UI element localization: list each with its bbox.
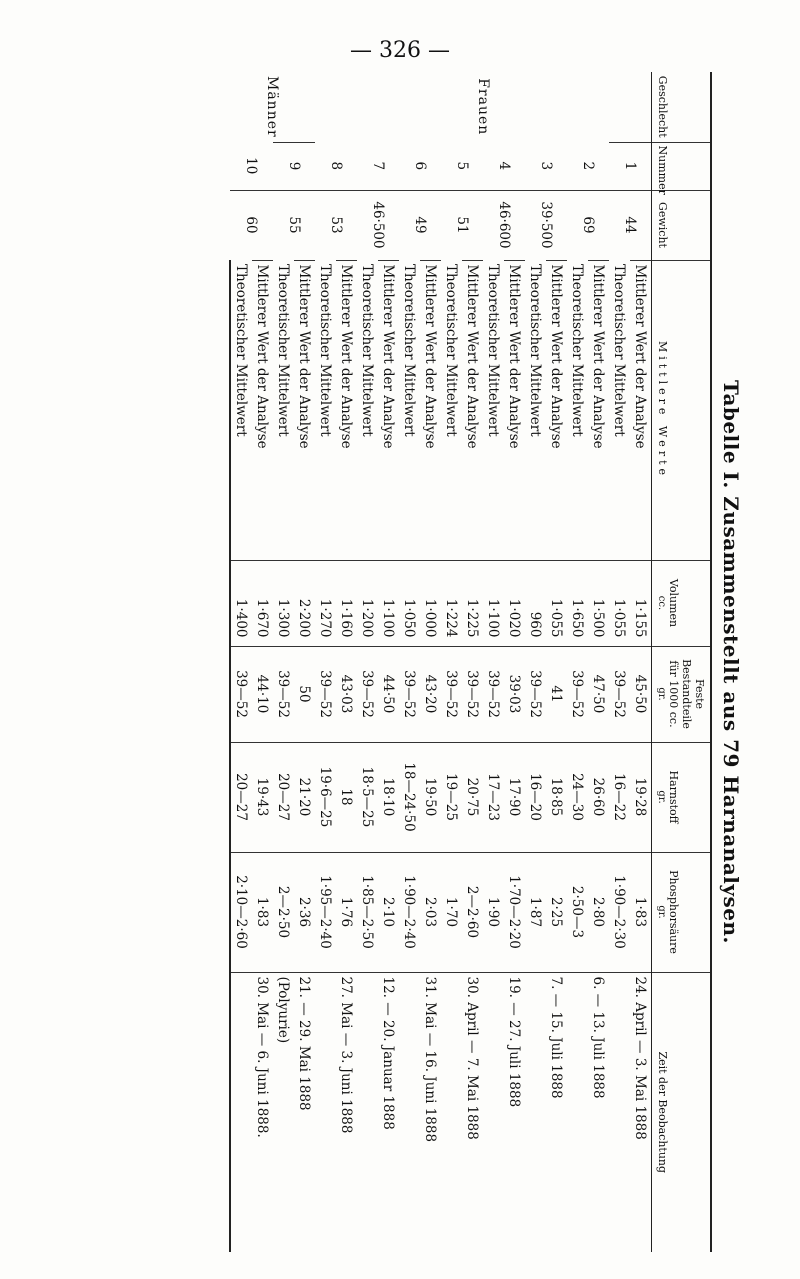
cell-feste: 44·10: [252, 646, 273, 742]
cell-zeit: 31. Mai — 16. Juni 1888: [420, 972, 441, 1252]
cell-volumen: 1·400: [230, 560, 252, 646]
table-row: [420, 72, 441, 1252]
cell-label: Theoretischer Mittelwert: [569, 264, 586, 437]
cell-feste: 39—52: [567, 646, 588, 742]
cell-zeit: 21. — 29. Mai 1888: [294, 972, 315, 1252]
cell-label: Mittlerer Wert der Analyse: [378, 260, 399, 560]
cell-volumen: 1·000: [420, 560, 441, 646]
cell-feste: 44·50: [378, 646, 399, 742]
cell-feste: 43·20: [420, 646, 441, 742]
col-zeit: Zeit der Beobachtung: [652, 972, 712, 1252]
cell-zeit-note: (Polyurie): [273, 972, 294, 1252]
cell-harnstoff: 17—23: [483, 742, 504, 852]
cell-feste: 39—52: [483, 646, 504, 742]
cell-harnstoff: 18·5—25: [357, 742, 378, 852]
cell-nummer: 8: [328, 161, 344, 171]
cell-label: Mittlerer Wert der Analyse: [546, 260, 567, 560]
cell-volumen: 960: [525, 560, 546, 646]
cell-phosphor: 2·10: [378, 852, 399, 972]
cell-volumen: 1·670: [252, 560, 273, 646]
col-feste-unit: gr.: [656, 687, 667, 701]
cell-feste: 50: [294, 646, 315, 742]
cell-zeit: 30. Mai — 6. Juni 1888.: [252, 972, 273, 1252]
cell-harnstoff: 18·85: [546, 742, 567, 852]
cell-gewicht: 49: [399, 190, 441, 260]
cell-label: Mittlerer Wert der Analyse: [294, 260, 315, 560]
table-row: [252, 72, 273, 1252]
group-maenner: Männer: [264, 76, 281, 138]
cell-phosphor: 2—2·60: [462, 852, 483, 972]
cell-volumen: 1·160: [336, 560, 357, 646]
cell-feste: 39—52: [315, 646, 336, 742]
cell-harnstoff: 19—25: [441, 742, 462, 852]
col-mittlere-werte: Mittlere Werte: [652, 260, 712, 560]
cell-gewicht: 51: [441, 190, 483, 260]
cell-phosphor: 2—2·50: [273, 852, 294, 972]
table-row: [504, 72, 525, 1252]
cell-phosphor: 1·85—2·50: [357, 852, 378, 972]
cell-harnstoff: 19·28: [630, 742, 652, 852]
cell-gewicht: 39·500: [525, 190, 567, 260]
cell-gewicht: 44: [609, 190, 652, 260]
cell-zeit: 24. April — 3. Mai 1888: [630, 972, 652, 1252]
cell-phosphor: 1·95—2·40: [315, 852, 336, 972]
cell-feste: 39—52: [462, 646, 483, 742]
cell-gewicht: 53: [315, 190, 357, 260]
cell-label: Theoretischer Mittelwert: [401, 264, 418, 437]
col-feste-label: Feste Bestandteile für 1000 cc.: [667, 659, 706, 729]
table-row: [294, 72, 315, 1252]
cell-zeit: 7. — 15. Juli 1888: [546, 972, 567, 1252]
col-harnstoff: [652, 742, 712, 852]
cell-feste: 39—52: [357, 646, 378, 742]
table-title: Tabelle I. Zusammenstellt aus 79 Harnanalysen.: [719, 380, 743, 944]
cell-harnstoff: 16—20: [525, 742, 546, 852]
cell-phosphor: 2·36: [294, 852, 315, 972]
cell-feste: 39—52: [273, 646, 294, 742]
col-geschlecht: Geschlecht: [652, 72, 712, 142]
cell-phosphor: 1·70—2·20: [504, 852, 525, 972]
cell-feste: 43·03: [336, 646, 357, 742]
col-harnstoff-label: Harnstoff: [667, 770, 680, 824]
table-body: [230, 72, 652, 1252]
cell-harnstoff: 26·60: [588, 742, 609, 852]
col-feste: [652, 646, 712, 742]
cell-label: Mittlerer Wert der Analyse: [252, 260, 273, 560]
cell-zeit-note: [441, 972, 462, 1252]
cell-phosphor: 1·87: [525, 852, 546, 972]
cell-gewicht: 46·600: [483, 190, 525, 260]
cell-harnstoff: 19·43: [252, 742, 273, 852]
cell-zeit: 27. Mai — 3. Juni 1888: [336, 972, 357, 1252]
table-row: [546, 72, 567, 1252]
cell-label: Theoretischer Mittelwert: [443, 264, 460, 437]
cell-harnstoff: 19·6—25: [315, 742, 336, 852]
cell-zeit-note: [525, 972, 546, 1252]
cell-phosphor: 1·70: [441, 852, 462, 972]
cell-phosphor: 2·80: [588, 852, 609, 972]
cell-volumen: 1·155: [630, 560, 652, 646]
cell-label: Mittlerer Wert der Analyse: [420, 260, 441, 560]
cell-phosphor: 1·76: [336, 852, 357, 972]
cell-phosphor: 2·25: [546, 852, 567, 972]
table-row: [336, 72, 357, 1252]
col-harnstoff-unit: gr.: [656, 790, 667, 804]
table-row: [588, 72, 609, 1252]
cell-phosphor: 1·90: [483, 852, 504, 972]
col-phosphor: [652, 852, 712, 972]
cell-volumen: 1·224: [441, 560, 462, 646]
cell-volumen: 1·225: [462, 560, 483, 646]
col-phosphor-label: Phosphorsäure: [667, 870, 680, 954]
cell-zeit-note: [399, 972, 420, 1252]
cell-volumen: 1·020: [504, 560, 525, 646]
cell-phosphor: 1·90—2·40: [399, 852, 420, 972]
cell-zeit-note: [357, 972, 378, 1252]
cell-zeit-note: [483, 972, 504, 1252]
cell-zeit: 12. — 20. Januar 1888: [378, 972, 399, 1252]
cell-label: Theoretischer Mittelwert: [485, 264, 502, 437]
cell-nummer: 4: [496, 161, 512, 171]
cell-nummer: 3: [538, 161, 554, 171]
cell-label: Mittlerer Wert der Analyse: [504, 260, 525, 560]
cell-nummer: 2: [580, 161, 596, 171]
cell-harnstoff: 21·20: [294, 742, 315, 852]
table-row: [462, 72, 483, 1252]
cell-zeit: 6. — 13. Juli 1888: [588, 972, 609, 1252]
cell-harnstoff: 20—27: [273, 742, 294, 852]
cell-feste: 39—52: [609, 646, 630, 742]
cell-volumen: 1·100: [483, 560, 504, 646]
col-gewicht: Gewicht: [652, 190, 712, 260]
cell-label: Theoretischer Mittelwert: [230, 260, 252, 560]
cell-label: Theoretischer Mittelwert: [527, 264, 544, 437]
cell-zeit-note: [230, 972, 252, 1252]
col-volumen-label: Volumen: [667, 578, 680, 628]
col-volumen-unit: cc.: [656, 595, 667, 611]
cell-volumen: 1·300: [273, 560, 294, 646]
cell-harnstoff: 18·10: [378, 742, 399, 852]
cell-harnstoff: 17·90: [504, 742, 525, 852]
cell-volumen: 1·200: [357, 560, 378, 646]
rotated-table-page: [50, 72, 750, 1252]
cell-feste: 39—52: [230, 646, 252, 742]
cell-feste: 39—52: [525, 646, 546, 742]
page-number: — 326 —: [350, 38, 450, 63]
cell-nummer: 6: [412, 161, 428, 171]
cell-label: Theoretischer Mittelwert: [611, 264, 628, 437]
cell-harnstoff: 19·50: [420, 742, 441, 852]
cell-feste: 39—52: [441, 646, 462, 742]
cell-phosphor: 2·10—2·60: [230, 852, 252, 972]
header-row: [652, 72, 712, 1252]
cell-nummer: 10: [243, 157, 260, 175]
cell-label: Mittlerer Wert der Analyse: [588, 260, 609, 560]
cell-nummer: 7: [370, 161, 386, 171]
cell-label: Theoretischer Mittelwert: [275, 264, 292, 437]
cell-phosphor: 1·83: [630, 852, 652, 972]
cell-feste: 39·03: [504, 646, 525, 742]
cell-volumen: 2·200: [294, 560, 315, 646]
cell-harnstoff: 16—22: [609, 742, 630, 852]
cell-harnstoff: 18—24·50: [399, 742, 420, 852]
table-row: [630, 72, 652, 1252]
cell-label: Theoretischer Mittelwert: [359, 264, 376, 437]
cell-volumen: 1·650: [567, 560, 588, 646]
cell-volumen: 1·500: [588, 560, 609, 646]
table-row: [378, 72, 399, 1252]
cell-zeit-note: [567, 972, 588, 1252]
analysis-table: [229, 72, 712, 1252]
cell-phosphor: 1·83: [252, 852, 273, 972]
cell-volumen: 1·055: [609, 560, 630, 646]
cell-label: Mittlerer Wert der Analyse: [630, 260, 652, 560]
cell-zeit: 19. — 27. Juli 1888: [504, 972, 525, 1252]
cell-phosphor: 2·50—3: [567, 852, 588, 972]
cell-feste: 45·50: [630, 646, 652, 742]
group-frauen: Frauen: [475, 78, 491, 136]
cell-label: Theoretischer Mittelwert: [317, 264, 334, 437]
cell-volumen: 1·055: [546, 560, 567, 646]
cell-harnstoff: 24—30: [567, 742, 588, 852]
cell-gewicht: 55: [273, 190, 315, 260]
cell-harnstoff: 18: [336, 742, 357, 852]
cell-phosphor: 2·03: [420, 852, 441, 972]
cell-label: Mittlerer Wert der Analyse: [336, 260, 357, 560]
cell-phosphor: 1·90—2·30: [609, 852, 630, 972]
cell-gewicht: 60: [230, 190, 273, 260]
cell-volumen: 1·100: [378, 560, 399, 646]
cell-nummer: 5: [454, 161, 470, 171]
col-volumen: [652, 560, 712, 646]
cell-nummer: 9: [273, 142, 315, 190]
cell-harnstoff: 20—27: [230, 742, 252, 852]
cell-harnstoff: 20·75: [462, 742, 483, 852]
col-nummer: Nummer: [652, 142, 712, 190]
cell-nummer: 1: [609, 142, 652, 190]
cell-gewicht: 46·500: [357, 190, 399, 260]
cell-zeit-note: [609, 972, 630, 1252]
cell-volumen: 1·050: [399, 560, 420, 646]
cell-feste: 41: [546, 646, 567, 742]
cell-zeit: 30. April — 7. Mai 1888: [462, 972, 483, 1252]
cell-feste: 47·50: [588, 646, 609, 742]
cell-volumen: 1·270: [315, 560, 336, 646]
col-phosphor-unit: gr.: [656, 905, 667, 919]
cell-zeit-note: [315, 972, 336, 1252]
cell-gewicht: 69: [567, 190, 609, 260]
cell-feste: 39—52: [399, 646, 420, 742]
cell-label: Mittlerer Wert der Analyse: [462, 260, 483, 560]
